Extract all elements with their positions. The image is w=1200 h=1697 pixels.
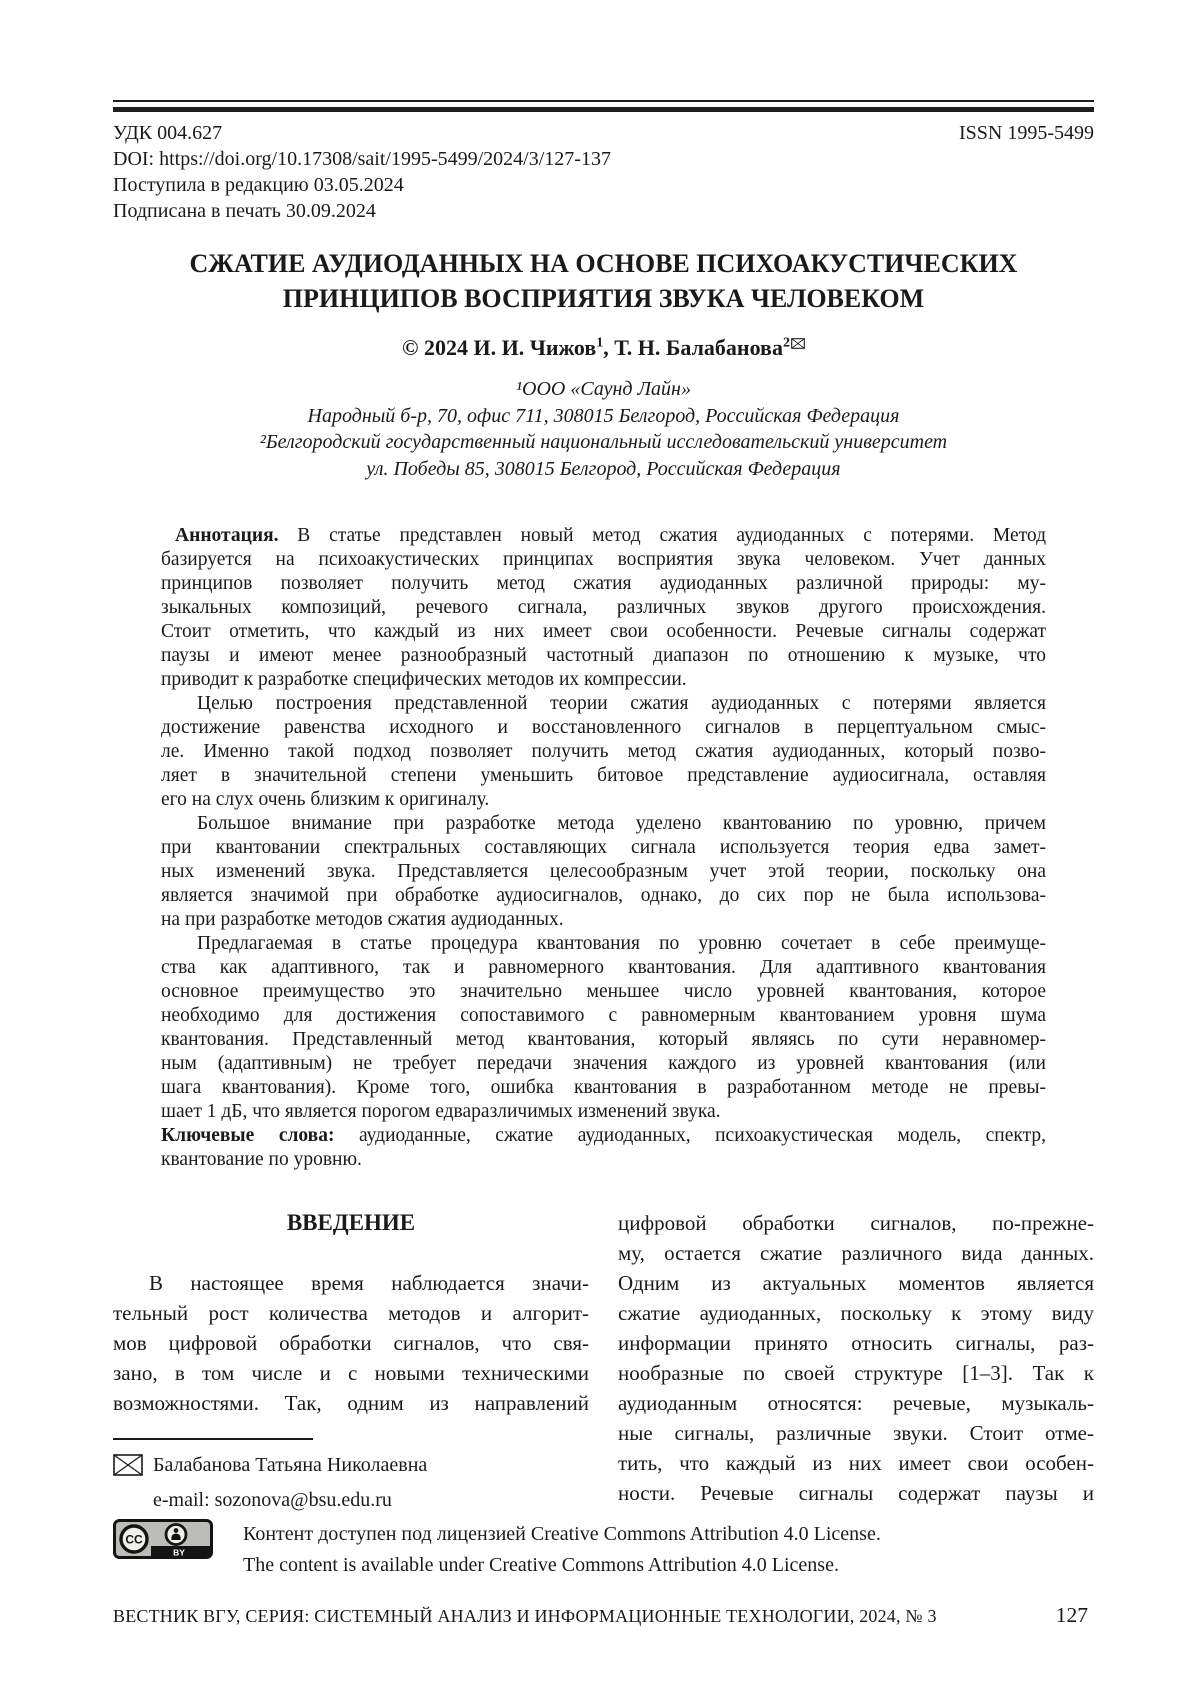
introduction-heading: ВВЕДЕНИЕ	[286, 1210, 416, 1235]
header-rule-thin	[113, 100, 1094, 102]
envelope-icon	[113, 1454, 143, 1485]
journal-title: ВЕСТНИК ВГУ, СЕРИЯ: СИСТЕМНЫЙ АНАЛИЗ И ИНФОРМАЦИОННЫЕ ТЕХНОЛОГИИ, 2024, № 3	[113, 1606, 937, 1626]
abstract-paragraph-3: Большое внимание при разработке метода уделено квантованию по уровню, причем при квантовании спектральных составляющих сигнала используется теория едва замет- ных изменений звука. Представляется целесообразным учет этой теории, поскольку она является значимой при обработке аудиосигналов, однако, до сих пор не была использова- на при разработке методов сжатия аудиоданных.	[161, 813, 1046, 930]
cc-badge-cc-text: CC	[125, 1532, 143, 1547]
article-title: СЖАТИЕ АУДИОДАННЫХ НА ОСНОВЕ ПСИХОАКУСТИЧЕСКИХ ПРИНЦИПОВ ВОСПРИЯТИЯ ЗВУКА ЧЕЛОВЕКОМ	[189, 249, 1018, 313]
abstract-paragraph-2: Целью построения представленной теории сжатия аудиоданных с потерями является достижение равенства исходного и восстановленного сигналов в перцептуальном смыс- ле. Именно такой подход позволяет получить метод сжатия аудиоданных, который позво- ляет в значительной степени уменьшить битовое представление аудиосигнала, оставляя его на слух очень близким к оригиналу.	[161, 693, 1046, 810]
footnote-divider	[113, 1438, 313, 1440]
affiliations: ¹ООО «Саунд Лайн» Народный б-р, 70, офис 711, 308015 Белгород, Российская Федерация ²Белгородский государственный национальный исследовательский университет ул. Победы 85, 308015 Белгород, Российская Федерация	[259, 378, 948, 480]
article-meta-lines: УДК 004.627 DOI: https://doi.org/10.17308/sait/1995-5499/2024/3/127-137 Поступила в редакцию 03.05.2024 Подписана в печать 30.09.2024	[113, 122, 611, 222]
keywords-last-line: квантование по уровню.	[161, 1149, 362, 1170]
intro-left-column	[113, 1208, 589, 1515]
envelope-sup-icon	[791, 330, 805, 354]
header-rule-thick	[113, 107, 1094, 112]
corresponding-author-email: e-mail: sozonova@bsu.edu.ru	[153, 1489, 392, 1511]
author-sup-1: 1	[596, 335, 604, 351]
license-block	[113, 1519, 1094, 1581]
author-name-2: , Т. Н. Балабанова	[603, 335, 783, 360]
header-meta	[113, 120, 1094, 224]
intro-right-column	[618, 1208, 1094, 1515]
author-name-1: © 2024 И. И. Чижов	[402, 335, 597, 360]
cc-badge-by-text: BY	[173, 1547, 185, 1558]
page-number: 127	[1055, 1603, 1088, 1627]
intro-left-paragraph: В настоящее время наблюдается значи- тельный рост количества методов и алгорит- мов цифровой обработки сигналов, что свя- зано, в том числе и с новыми техническими возможностями. Так, одним из направлений	[113, 1271, 589, 1415]
keywords-first-rest: аудиоданные, сжатие аудиоданных, психоакустическая модель, спектр,	[358, 1125, 1046, 1146]
cc-by-icon	[113, 1519, 213, 1564]
corresponding-author-footnote	[113, 1438, 589, 1515]
page-footer	[113, 1603, 1094, 1628]
abstract-first-line	[161, 524, 1046, 548]
corresponding-author-name: Балабанова Татьяна Николаевна	[153, 1454, 428, 1476]
author-sup-2: 2	[782, 335, 790, 351]
keywords-first-line	[161, 1124, 1046, 1148]
abstract-label: Аннотация.	[175, 525, 279, 546]
abstract-first-rest: В статье представлен новый метод сжатия аудиоданных с потерями. Метод	[297, 525, 1047, 546]
keywords-label: Ключевые слова:	[161, 1125, 335, 1146]
two-column-body	[113, 1208, 1094, 1515]
license-text-ru: Контент доступен под лицензией Creative Commons Attribution 4.0 License.	[243, 1523, 881, 1545]
abstract-paragraph-4: Предлагаемая в статье процедура квантования по уровню сочетает в себе преимуще- ства как адаптивного, так и равномерного квантования. Для адаптивного квантования основное преимущество это значительно меньшее число уровней квантования, которое необходимо для достижения сопоставимого с равномерным квантованием уровня шума квантования. Представленный метод квантования, который являясь по сути неравномер- ным (адаптивным) не требует передачи значения каждого из уровней квантования (или шага квантования). Кроме того, ошибка квантования в разработанном методе не превы- шает 1 дБ, что является порогом едваразличимых изменений звука.	[161, 933, 1046, 1122]
abstract-paragraph-1: базируется на психоакустических принципах восприятия звука человеком. Учет данных принципов позволяет получить метод сжатия аудиоданных различной природы: му- зыкальных композиций, речевого сигнала, различных звуков другого происхождения. Стоит отметить, что каждый из них имеет свои особенности. Речевые сигналы содержат паузы и имеют менее разнообразный частотный диапазон по отношению к музыке, что приводит к разработке специфических методов их компрессии.	[161, 549, 1046, 690]
abstract	[161, 524, 1046, 1172]
issn-text: ISSN 1995-5499	[958, 122, 1094, 144]
intro-right-paragraph: цифровой обработки сигналов, по-прежне- му, остается сжатие различного вида данных. Одним из актуальных моментов является сжатие аудиоданных, поскольку к этому виду информации принято относить сигналы, раз- нообразные по своей структуре [1–3]. Так к аудиоданным относятся: речевые, музыкаль- ные сигналы, различные звуки. Стоит отме- тить, что каждый из них имеет свои особен- ности. Речевые сигналы содержат паузы и	[618, 1211, 1094, 1505]
byline	[113, 330, 1094, 360]
license-text-en: The content is available under Creative Commons Attribution 4.0 License.	[243, 1554, 839, 1576]
